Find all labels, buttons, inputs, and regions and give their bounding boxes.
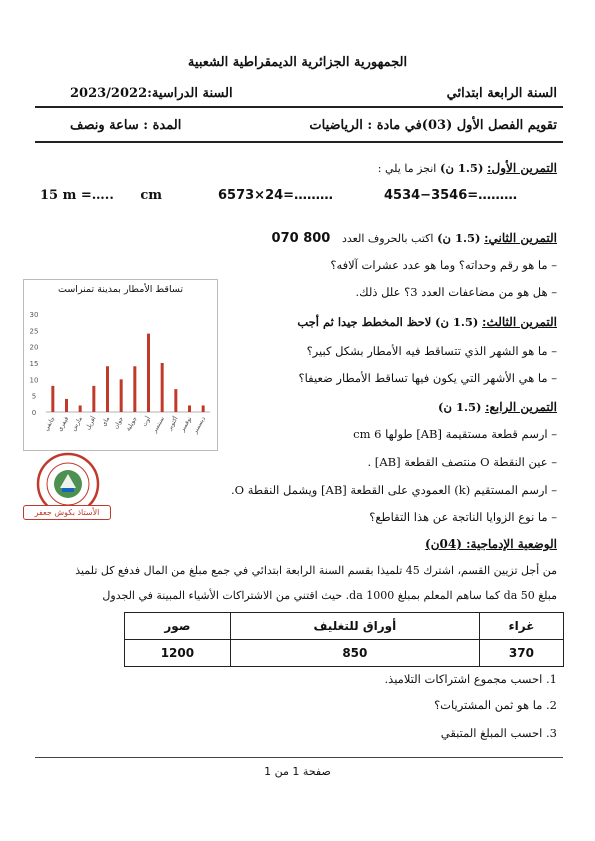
chart-bar xyxy=(120,379,123,412)
purchases-table xyxy=(124,612,564,667)
ex4-heading: التمرين الرابع: (1.5 ن) xyxy=(438,400,557,414)
integration-question-1: 1. احسب مجموع اشتراكات التلاميذ. xyxy=(384,672,557,686)
x-tick-label: مارس xyxy=(70,415,84,433)
ex1-op3: 15 m =….. cm xyxy=(40,188,163,203)
chart-bar xyxy=(133,366,136,412)
rainfall-chart xyxy=(23,279,218,451)
chart-bar xyxy=(174,389,177,412)
x-tick-label: فيفري xyxy=(56,415,71,433)
chart-bar xyxy=(65,399,68,412)
footer-divider xyxy=(35,757,563,758)
chart-bar xyxy=(188,405,191,412)
y-tick-label: 20 xyxy=(29,343,39,352)
chart-bar xyxy=(92,386,95,412)
duration-label: المدة : ساعة ونصف xyxy=(70,118,182,133)
chart-bar xyxy=(202,405,205,412)
ex2-heading: التمرين الثاني: (1.5 ن) اكتب بالحروف العدد 800 070 xyxy=(271,231,557,246)
school-year: السنة الدراسية:2023/2022 xyxy=(70,86,233,101)
stamp-name-box: الأستاذ بكوش جعفر xyxy=(23,505,111,520)
y-tick-label: 5 xyxy=(31,392,37,401)
ex4-item-1: – ارسم قطعة مستقيمة [AB] طولها 6 cm xyxy=(353,427,557,441)
ex3-heading: التمرين الثالث: (1.5 ن) لاحظ المخطط جيدا ثم أجب xyxy=(297,315,557,329)
ex1-op1: 4534−3546=……… xyxy=(384,188,518,203)
ex1-op2: 6573×24=……… xyxy=(218,188,334,203)
x-tick-label: جانفي xyxy=(42,415,57,433)
table-cell: 1200 xyxy=(125,640,231,667)
chart-bar xyxy=(161,363,164,412)
ex4-item-3: – ارسم المستقيم (k) العمودي على القطعة [AB] ويشمل النقطة O. xyxy=(231,483,557,497)
ex4-item-2: – عين النقطة O منتصف القطعة [AB] . xyxy=(367,455,557,469)
y-tick-label: 10 xyxy=(29,376,39,385)
x-tick-label: سبتمبر xyxy=(151,415,166,434)
chart-title: تساقط الأمطار بمدينة تمنراست xyxy=(58,284,183,295)
ex3-question-1: – ما هو الشهر الذي تتساقط فيه الأمطار بشكل كبير؟ xyxy=(306,344,557,358)
table-cell: 370 xyxy=(479,640,563,667)
chart-bar xyxy=(106,366,109,412)
y-tick-label: 30 xyxy=(29,311,39,319)
integration-line-2: مبلغ 50 da كما ساهم المعلم بمبلغ 1000 da. حيث اقتني من الاشتراكات الأشياء المبينة في الجدول xyxy=(102,589,557,602)
x-tick-label: أوت xyxy=(141,415,153,428)
x-tick-label: أكتوبر xyxy=(166,415,180,432)
table-header-cell: أوراق للتغليف xyxy=(230,613,479,640)
chart-bar xyxy=(51,386,54,412)
ex4-item-4: – ما نوع الزوايا الناتجة عن هذا التقاطع؟ xyxy=(369,510,557,524)
chart-bar xyxy=(147,334,150,412)
ex1-heading: التمرين الأول: (1.5 ن) انجز ما يلي : xyxy=(377,161,557,175)
integration-heading: الوضعية الإدماجية: (04ن) xyxy=(425,537,557,551)
y-tick-label: 0 xyxy=(31,409,37,417)
page-footer: صفحة 1 من 1 xyxy=(264,765,331,778)
y-tick-label: 25 xyxy=(29,327,39,336)
header-divider-1 xyxy=(35,106,563,108)
x-tick-label: ماي xyxy=(100,415,112,428)
republic-title: الجمهورية الجزائرية الديمقراطية الشعبية xyxy=(187,55,408,70)
header-divider-2 xyxy=(35,141,563,143)
integration-line-1: من أجل تزيين القسم، اشترك 45 تلميذا بقسم السنة الرابعة ابتدائي في جمع مبلغ من المال فدفع كل تلميذ xyxy=(75,564,557,577)
integration-question-2: 2. ما هو ثمن المشتريات؟ xyxy=(434,698,557,712)
table-header-cell: غراء xyxy=(479,613,563,640)
y-tick-label: 15 xyxy=(29,360,39,368)
table-row xyxy=(125,640,564,667)
grade-label: السنة الرابعة ابتدائي xyxy=(446,86,557,101)
table-cell: 850 xyxy=(230,640,479,667)
integration-question-3: 3. احسب المبلغ المتبقي xyxy=(440,726,557,740)
x-tick-label: جوان xyxy=(112,415,125,431)
chart-svg xyxy=(24,280,217,450)
table-header-row xyxy=(125,613,564,640)
x-tick-label: نوفمبر xyxy=(179,415,194,434)
x-tick-label: جويلية xyxy=(124,415,139,433)
exam-title: تقويم الفصل الأول (03)في مادة : الرياضيات xyxy=(309,118,557,133)
table-header-cell: صور xyxy=(125,613,231,640)
ex2-question-2: – هل هو من مضاعفات العدد 3؟ علل ذلك. xyxy=(355,285,557,299)
ex3-question-2: – ما هي الأشهر التي يكون فيها تساقط الأمطار ضعيفا؟ xyxy=(298,371,557,385)
chart-bar xyxy=(79,405,82,412)
ex2-question-1: – ما هو رقم وحداته؟ وما هو عدد عشرات آلافه؟ xyxy=(330,258,557,272)
x-tick-label: ديسمبر xyxy=(191,415,207,435)
x-tick-label: أفريل xyxy=(84,415,98,432)
